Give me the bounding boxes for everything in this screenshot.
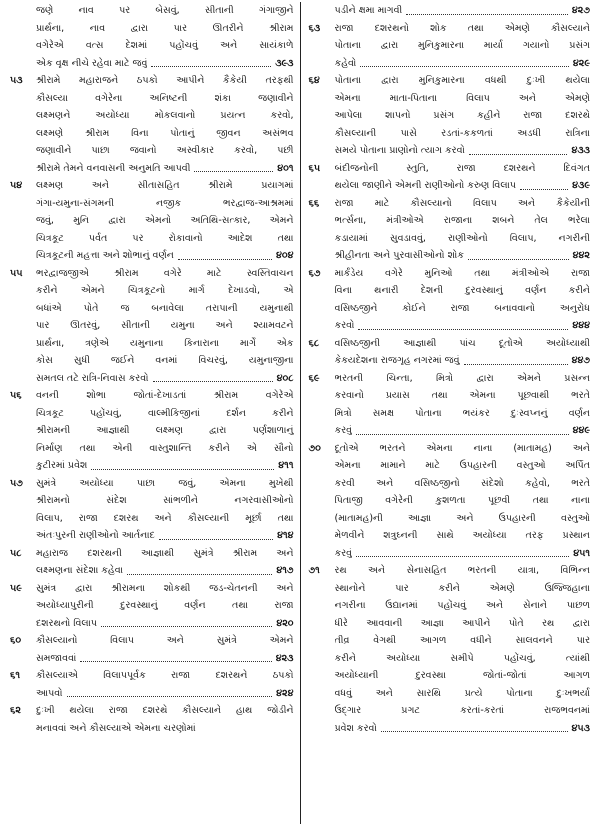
toc-entry [10,265,294,388]
description-last-line [36,720,294,738]
description-line: નગરીના ઉદ્યાનમાં પહોંચવું અને સેનાને પાછળ [334,600,590,611]
description-line: આપેલા શાપનો પ્રસંગ કહીને રાજા દશરથે [334,110,590,121]
toc-entry [10,72,294,177]
description-line: દુઃખી થયેલા રાજા દશરથે કૌસલ્યાને હાથ જોડીને [36,705,294,716]
description-line: પડીને ક્ષમા માગવી [334,5,403,16]
toc-entry [309,72,591,160]
chapter-description [36,2,294,72]
description-line: પ્રવેશ કરવો [334,722,377,734]
dotted-leader [127,562,272,575]
chapter-number: ૬૧ [10,670,20,681]
description-line: કરીને અયોધ્યા સમીપે પહોંચવું, ત્યાંથી [334,652,590,664]
description-line: રથ અને સેનાસહિત ભરતની યાત્રા, વિભિન્ન [334,565,590,576]
description-line: અયોધ્યાની દુરવસ્થા જોતાં-જોતાં આગળ [334,670,590,681]
dotted-leader [356,545,569,558]
description-line: વિલાપ, રાજા દશરથ અને કૌસલ્યાની મૂર્છા તથા [36,512,294,524]
chapter-number: ૬૮ [308,337,320,349]
dotted-leader [469,142,568,155]
description-line: કેકયદેશના રાજગૃહ નગરમાં જવું [334,355,460,366]
description-line: (માતામહ)ની આજ્ઞા અને ઉપહારની વસ્તુઓ [334,512,590,524]
description-line: તીવ્ર વેગથી આગળ વધીને સાલવનને પાર [334,635,590,646]
page-number: ૪૧૧ [278,460,294,471]
description-line: ઉદ્ગાર પ્રગટ કરતાં-કરતાં રાજભવનમાં [334,705,590,716]
toc-entry [309,160,591,195]
description-line: નિર્માણ તથા એની વાસ્તુશાન્તિ કરીને એ સૌનો [36,442,294,454]
chapter-number: ૫૬ [10,390,22,401]
description-line: કરીને એમને ચિત્રકૂટનો માર્ગ દેખાડવો, એ [36,285,294,296]
chapter-number: ૫૮ [10,547,22,559]
description-line: વિના થનારી દેશની દુરવસ્થાનું વર્ણન કરીને [334,285,590,296]
description-line: વસિષ્ઠજીની આજ્ઞાથી પાંચ દૂતોએ અયોધ્યાથી [334,337,590,349]
toc-entry [309,20,591,73]
page-number: ૪૪૯ [572,425,590,436]
chapter-number: ૫૫ [10,267,23,279]
toc-entry [309,562,591,737]
description-line: કૌસલ્યાનો વિલાપ અને સુમંત્રે એમને [36,635,294,646]
description-last-line [335,720,591,738]
description-line: સુમંત્ર દ્વારા શ્રીરામના શોકથી જડ-ચેતનની અને [36,582,294,594]
description-line: મહારાજ દશરથની આજ્ઞાથી સુમંત્રે શ્રીરામ અને [36,547,294,559]
page-number: ૪૩૩ [571,145,590,156]
description-last-line [335,317,591,335]
dotted-leader [360,55,569,68]
page-number: ૪૨૯ [572,57,590,69]
page-number: ૪૨૩ [275,652,294,664]
chapter-description [36,265,294,388]
description-line: કૌસલ્યાએ વિલાપપૂર્વક રાજા દશરથને ઠપકો [36,670,294,681]
dotted-leader [381,720,568,733]
description-line: કોસ સુધી જઈને વનમાં વિચરવું, યમુનાજીના [36,355,294,366]
page-number: ૪૩૯ [572,180,590,191]
toc-right-column [301,2,593,824]
description-line: મિત્રો સમક્ષ પોતાના ભયંકર દુઃસ્વપ્નનું વર્ણન [334,407,590,419]
description-line: દશરથનો વિલાપ [36,617,98,629]
dotted-leader [356,422,569,435]
description-line: લક્ષ્મણના સંદેશા કહેવા [36,565,124,576]
chapter-number: ૬૬ [308,197,320,209]
chapter-number: ૫૪ [10,180,23,191]
description-last-line [36,562,294,580]
dotted-leader [468,247,569,260]
description-line: મનાવવાં અને કૌસલ્યાએ એમના ચરણોમાં [36,722,196,734]
description-line: કરવો [334,320,355,331]
chapter-number: ૭૧ [308,565,320,576]
description-line: ધીરે આવવાની આજ્ઞા આપીને પોતે રથ દ્વારા [334,617,590,629]
description-line: પ્રાર્થના, ત્રણેએ યમુનાના કિનારાના માર્ગે એક [36,337,294,349]
page-number: ૪૪૪ [572,320,590,331]
description-line: એમના માતા-પિતાના વિલાપ અને એમણે [334,92,590,104]
page-number: ૪૪૭ [571,355,590,366]
description-line: અયોધ્યાપુરીની દુરવસ્થાનું વર્ણન તથા રાજા [36,600,294,611]
description-line: ગંગા-યમુના-સંગમની નજીક ભરદ્વાજ-આશ્રમમાં [36,197,294,209]
chapter-description [36,387,294,475]
description-last-line [36,615,294,633]
chapter-description [335,440,591,563]
description-last-line [335,2,591,20]
description-line: મેળવીને શત્રુઘ્નની સાથે અયોધ્યા તરફ પ્રસ્થાન [334,530,590,541]
toc-entry [309,370,591,440]
chapter-description [36,177,294,265]
description-line: બધાંએ પોતે જ બનાવેલા તરાપાની યમુનાથી [36,302,294,314]
description-line: બંદીજનોની સ્તુતિ, રાજા દશરથને દિવંગત [334,162,590,174]
description-line: સમતલ તટે રાત્રિ-નિવાસ કરવો [36,372,149,384]
chapter-description [36,667,294,702]
description-line: પોતાના દ્વારા મુનિકુમારના વધથી દુઃખી થયેલા [334,75,590,86]
description-line: ભર્ત્સના, મંત્રીઓએ રાજાના શબને તેલ ભરેલા [334,215,590,226]
chapter-number: ૬૦ [10,635,22,646]
chapter-description [335,2,591,20]
description-line: જણે નાવ પર બેસવું, સીતાની ગંગાજીને [36,5,294,16]
dotted-leader [520,177,568,190]
description-last-line [36,247,294,265]
dotted-leader [80,650,271,663]
description-line: શ્રીરામે મહારાજને ઠપકો આપીને કૈકેયી તરફથી [36,75,294,86]
description-last-line [36,527,294,545]
toc-entry [10,702,294,737]
description-line: કરવું [334,547,353,559]
toc-entry [10,475,294,545]
chapter-number: ૭૦ [308,442,321,454]
chapter-description [335,20,591,73]
page-number: ૪૦૪ [276,250,294,261]
dotted-leader [464,352,568,365]
description-line: માર્કંડેય વગેરે મુનિઓ તથા મંત્રીઓએ રાજા [334,267,590,279]
chapter-number: ૬૪ [308,75,320,86]
toc-entry [10,387,294,475]
description-line: સ્થાનોને પાર કરીને એમણે ઉજ્જિહાના [334,582,590,594]
description-line: અંતઃપુરની રાણીઓનો આર્તનાદ [36,530,155,541]
description-line: એક વૃક્ષ નીચે રહેવા માટે જવું [36,57,148,69]
description-line: શ્રીહીનતા અને પુરવાસીઓનો શોક [334,250,464,261]
page-number: ૪૦૮ [276,372,294,384]
dotted-leader [151,55,271,68]
dotted-leader [194,160,273,173]
toc-entry [10,545,294,580]
chapter-description [335,160,591,195]
dotted-leader [153,370,273,383]
page-number: ૪૨૦ [276,617,294,629]
chapter-description [335,195,591,265]
description-last-line [335,545,591,563]
description-line: પાર ઊતરવું, સીતાની યમુના અને શ્યામવટને [36,320,294,331]
dotted-leader [91,457,274,470]
description-line: કરવું [334,425,353,436]
description-line: વગેરેએ વત્સ દેશમાં પહોંચવું અને સાયંકાળે [36,40,294,51]
description-line: એમના મામાને માટે ઉપહારની વસ્તુઓ અર્પિત [334,460,590,471]
description-line: પિતાજી વગેરેની કુશળતા પૂછવી તથા નાના [334,495,590,506]
page-number: ૪૧૭ [276,565,294,576]
dotted-leader [67,685,273,698]
description-line: કૌસલ્યાની પાસે રડતાં-કકળતાં અડધી રાત્રિના [334,127,590,139]
dotted-leader [159,527,273,540]
description-line: ચિત્રકૂટ પહોંચવું, વાલ્મીકિજીનાં દર્શન કરીને [36,407,294,419]
page-number: ૪૫૩ [571,722,590,734]
description-line: કૌસલ્યા વગેરેના અનિષ્ટની શંકા જણાવીને [36,92,294,104]
description-line: ચિત્રકૂટ પર્વત પર રોકાવાનો આદેશ તથા [36,232,294,244]
chapter-number: ૬૭ [308,267,321,279]
description-line: પ્રાર્થના, નાવ દ્વારા પાર ઊતરીને શ્રીરામ [36,22,294,34]
description-line: કહેવો [334,57,357,69]
chapter-description [36,72,294,177]
chapter-description [335,72,591,160]
chapter-number: ૬૩ [308,22,321,34]
chapter-description [335,370,591,440]
description-line: દૂતોએ ભરતને એમના નાના (માતામહ) અને [334,442,590,454]
description-line: ભરદ્વાજજીએ શ્રીરામ વગેરે માટે સ્વસ્તિવાચન [36,267,294,279]
dotted-leader [101,615,272,628]
page-number: ૪૨૪ [276,687,294,699]
chapter-number: ૫૭ [10,477,23,489]
chapter-number: ૬૫ [308,162,321,174]
description-line: રાજા દશરથનો શોક તથા એમણે કૌસલ્યાને [334,22,590,34]
description-last-line [335,142,591,160]
toc-entry [309,440,591,563]
description-line: સમયે પોતાના પ્રાણોનો ત્યાગ કરવો [334,145,465,156]
chapter-description [335,265,591,335]
description-line: આપવો [36,687,63,699]
chapter-description [36,702,294,737]
toc-entry [309,335,591,370]
description-line: જવું, મુનિ દ્વારા એમનો અતિથિ-સત્કાર, એમને [36,215,294,226]
description-line: કરવાનો પ્રયાસ તથા એમના પૂછવાથી ભરતે [334,390,590,401]
page-number: ૪૨૭ [571,5,590,16]
toc-entry [10,632,294,667]
description-line: કરવી અને વસિષ્ઠજીનો સંદેશો કહેવો, ભરતે [334,477,590,489]
toc-entry [10,667,294,702]
chapter-description [335,335,591,370]
dotted-leader [406,2,568,15]
page-number: ૩૯૩ [275,57,294,69]
page-number: ૪૪૨ [572,250,590,261]
description-line: વનની શોભા જોતાં-દેખાડતાં શ્રીરામ વગેરેએ [36,390,294,401]
description-line: સમજાવવાં [36,652,77,664]
toc-entry [10,580,294,633]
description-line: સુમંત્રે અયોધ્યા પાછા જવું, એમના મુખેથી [36,477,294,489]
description-line: કુટીરમાં પ્રવેશ [36,460,88,471]
description-line: વધવું અને સારથિ પ્રત્યે પોતાના દુઃખભર્યા [334,687,590,699]
description-line: પોતાના દ્વારા મુનિકુમારના માર્યા ગયાનો પ્રસંગ [334,40,590,51]
chapter-description [36,580,294,633]
description-line: ભરતની ચિન્તા, મિત્રો દ્વારા એમને પ્રસન્ન [334,372,590,384]
toc-entry [309,195,591,265]
description-line: લક્ષ્મણે શ્રીરામ વિના પોતાનું જીવન અસંભવ [36,127,294,139]
description-last-line [36,457,294,475]
chapter-description [36,475,294,545]
toc-entry [309,265,591,335]
description-line: શ્રીરામનો સંદેશ સાંભળીને નગરવાસીઓનો [36,495,294,506]
chapter-number: ૫૯ [10,582,22,594]
dotted-leader [358,317,568,330]
description-last-line [335,352,591,370]
description-line: રાજા માટે કૌસલ્યાનો વિલાપ અને કૈકેયીની [334,197,590,209]
description-last-line [335,422,591,440]
description-last-line [36,55,294,73]
description-line: શ્રીરામની આજ્ઞાથી લક્ષ્મણ દ્વારા પર્ણશાળાનું [36,425,294,436]
chapter-number: ૬૯ [308,372,320,384]
description-line: વસિષ્ઠજીને કોઈને રાજા બનાવવાનો અનુરોધ [334,302,590,314]
description-last-line [335,55,591,73]
page-number: ૪૧૪ [277,530,294,541]
description-last-line [36,650,294,668]
description-last-line [36,685,294,703]
description-line: લક્ષ્મણ અને સીતાસહિત શ્રીરામે પ્રયાગમાં [36,180,294,191]
description-last-line [36,160,294,178]
toc-entry [10,177,294,265]
page-number: ૪૦૧ [277,162,294,174]
page-number: ૪૫૧ [573,547,590,559]
description-last-line [335,177,591,195]
description-last-line [335,247,591,265]
description-line: શ્રીરામે તેમને વનવાસની અનુમતિ આપવી [36,162,191,174]
toc-entry [10,2,294,72]
dotted-leader [178,247,272,260]
description-line: ચિત્રકૂટની મહત્તા અને શોભાનું વર્ણન [36,250,174,261]
description-line: જણાવીને પાછા જવાનો અસ્વીકાર કરવો, પછી [36,145,294,156]
toc-entry [309,2,591,20]
description-line: કડાયામાં સુવડાવવું, રાણીઓનો વિલાપ, નગરીની [334,232,590,244]
description-line: લક્ષ્મણને અયોધ્યા મોકલવાનો પ્રયત્ન કરવો, [36,110,294,121]
chapter-number: ૫૩ [10,75,23,86]
description-line: થયેલા જાણીને એમની રાણીઓનો કરુણ વિલાપ [334,180,516,191]
description-last-line [36,370,294,388]
chapter-description [335,562,591,737]
chapter-number: ૬૨ [10,705,21,716]
chapter-description [36,545,294,580]
toc-left-column [8,2,300,824]
chapter-description [36,632,294,667]
